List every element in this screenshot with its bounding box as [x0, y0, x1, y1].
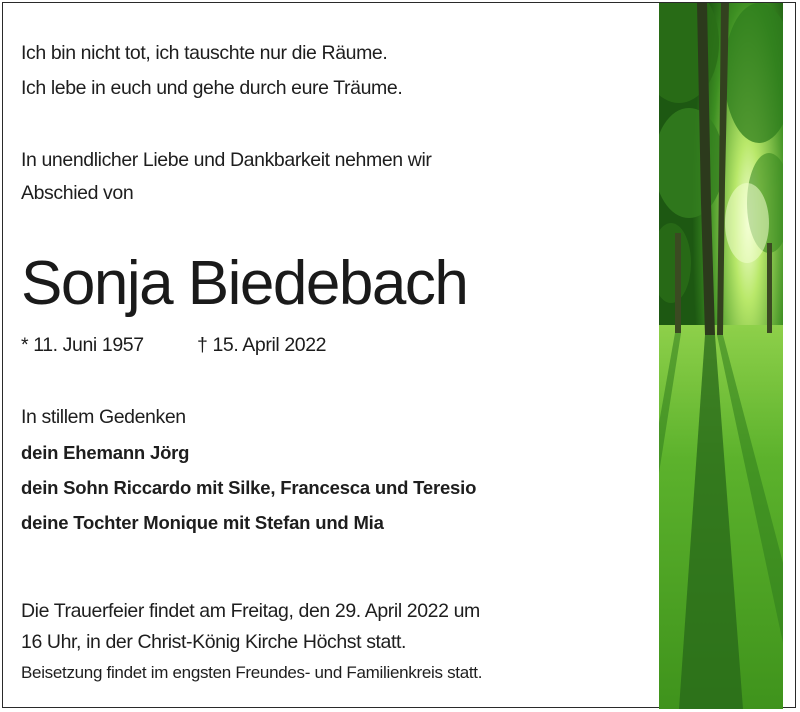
mourner-line: deine Tochter Monique mit Stefan und Mia [21, 512, 384, 533]
life-dates [21, 333, 327, 357]
mourner-line: dein Sohn Riccardo mit Silke, Francesca und Teresio [21, 477, 477, 498]
funeral-line-1: Die Trauerfeier findet am Freitag, den 29. April 2022 um [21, 600, 480, 622]
death-date: † 15. April 2022 [197, 334, 327, 356]
obituary-text [21, 3, 646, 707]
poem-line-2: Ich lebe in euch und gehe durch eure Träume. [21, 77, 403, 99]
mourner-line: dein Ehemann Jörg [21, 442, 190, 463]
birth-date: * 11. Juni 1957 [21, 334, 144, 356]
obituary-card [2, 2, 796, 708]
intro-line-1: In unendlicher Liebe und Dankbarkeit nehmen wir [21, 149, 432, 171]
poem-line-1: Ich bin nicht tot, ich tauschte nur die Räume. [21, 42, 388, 64]
mourners-heading: In stillem Gedenken [21, 406, 186, 428]
tree-illustration [659, 3, 783, 709]
funeral-line-2: 16 Uhr, in der Christ-König Kirche Höchst statt. [21, 631, 407, 653]
tree-park-photo [659, 3, 783, 709]
intro-line-2: Abschied von [21, 182, 134, 204]
burial-note: Beisetzung findet im engsten Freundes- und Familienkreis statt. [21, 663, 483, 682]
deceased-name: Sonja Biedebach [21, 249, 468, 318]
